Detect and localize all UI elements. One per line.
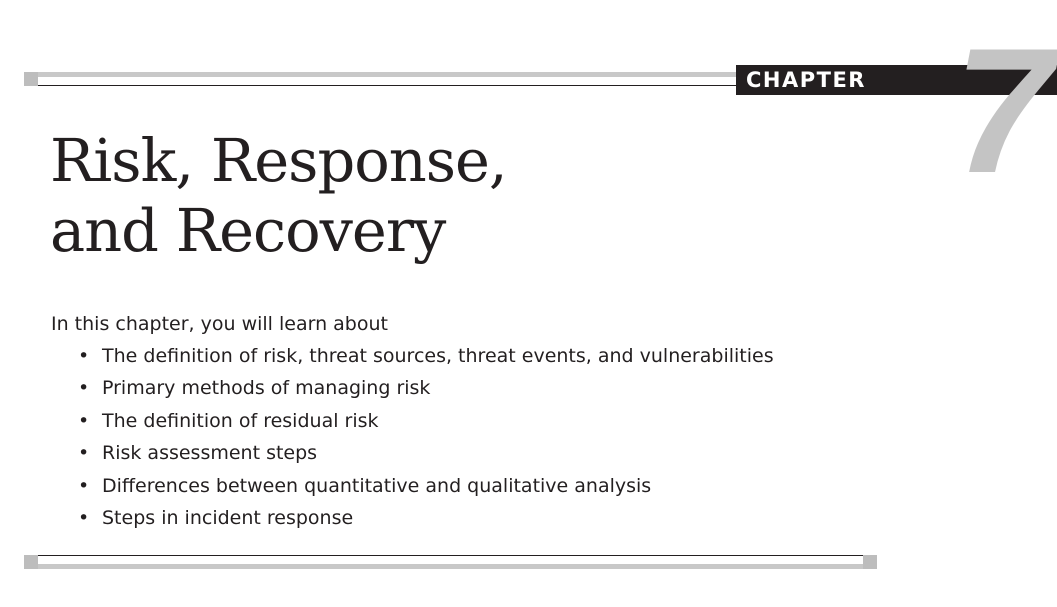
topic-text: Differences between quantitative and qualitative analysis [102,474,652,497]
chapter-number: 7 [954,11,1053,210]
list-item [78,406,774,438]
bullet-icon: • [78,345,90,367]
bottom-rule-right-block [863,555,877,569]
bullet-icon: • [78,474,90,497]
bottom-rule-line [38,555,864,556]
list-item [78,503,774,535]
topic-text: Risk assessment steps [102,442,318,465]
list-item [78,471,774,503]
topic-text: The definition of risk, threat sources, threat events, and vulnerabilities [102,345,774,367]
bottom-rule [24,564,876,569]
chapter-title-line-1: Risk, Response, [50,126,507,195]
list-item [78,373,774,405]
chapter-label: CHAPTER [746,68,866,92]
top-rule-end-block [24,72,38,86]
topic-text: Primary methods of managing risk [102,377,431,400]
top-rule [24,72,736,77]
top-rule-line [38,85,736,86]
chapter-title [50,126,507,266]
topic-text: The definition of residual risk [102,409,379,432]
topic-text: Steps in incident response [102,506,354,529]
topics-list [78,341,774,535]
bullet-icon: • [78,409,90,432]
bullet-icon: • [78,377,90,400]
bullet-icon: • [78,442,90,465]
chapter-title-line-2: and Recovery [50,196,446,265]
list-item [78,341,774,373]
intro-text: In this chapter, you will learn about [51,313,388,335]
bottom-rule-left-block [24,555,38,569]
bullet-icon: • [78,506,90,529]
list-item [78,438,774,470]
